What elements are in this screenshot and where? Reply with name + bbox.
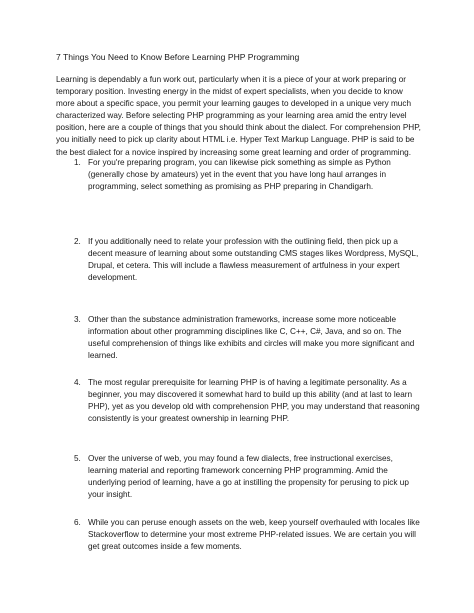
list-item-text: For you're preparing program, you can likewise pick something as simple as Python (generally chose by amateurs) yet in the event that you have long haul arranges in programming, select something as promising as PHP preparing in Chandigarh. xyxy=(88,158,391,192)
list-item-number: 5. xyxy=(74,454,81,463)
intro-paragraph: Learning is dependably a fun work out, particularly when it is a piece of your at work preparing or temporary position. Investing energy in the midst of expert specialists, when you decide to know more about a specific space, you permit your learning gauges to developed in a unique very much characterized way. Before selecting PHP programming as your learning area amid the entry level position, here are a couple of things that you should think about the dialect. For comprehension PHP, you initially need to pick up clarity about HTML i.e. Hyper Text Markup Language. PHP is said to be the best dialect for a novice inspired by increasing some great learning and order of programming. xyxy=(56,75,421,157)
list-item-text: While you can peruse enough assets on the web, keep yourself overhauled with locales like Stackoverflow to determine your most extreme PHP-related issues. We are certain you will get great outcomes inside a few moments. xyxy=(88,518,420,552)
list-item-number: 3. xyxy=(74,315,81,324)
list-item-text: The most regular prerequisite for learning PHP is of having a legitimate personality. As a beginner, you may discovered it somewhat hard to build up this ability (and at last to learn PHP), yet as you develop old with comprehension PHP, you may understand that reasoning consistently is your greatest ownership in learning PHP. xyxy=(88,378,420,424)
document-title: 7 Things You Need to Know Before Learning PHP Programming xyxy=(56,52,300,62)
list-item-number: 1. xyxy=(74,158,81,167)
list-item-text: Over the universe of web, you may found a few dialects, free instructional exercises, learning material and reporting framework concerning PHP programming. Amid the underlying period of learning, have a go at instilling the propensity for perusing to pick up your insight. xyxy=(88,454,409,500)
list-item-number: 4. xyxy=(74,378,81,387)
list-item-number: 2. xyxy=(74,237,81,246)
list-item-number: 6. xyxy=(74,518,81,527)
list-item-text: Other than the substance administration frameworks, increase some more noticeable information about other programming disciplines like C, C++, C#, Java, and so on. The useful comprehension of things like exhibits and circles will make you more significant and learned. xyxy=(88,315,415,361)
list-item-text: If you additionally need to relate your profession with the outlining field, then pick up a decent measure of learning about some outstanding CMS stages likes Wordpress, MySQL, Drupal, et cetera. This will include a flawless measurement of artfulness in your expert development. xyxy=(88,237,419,283)
